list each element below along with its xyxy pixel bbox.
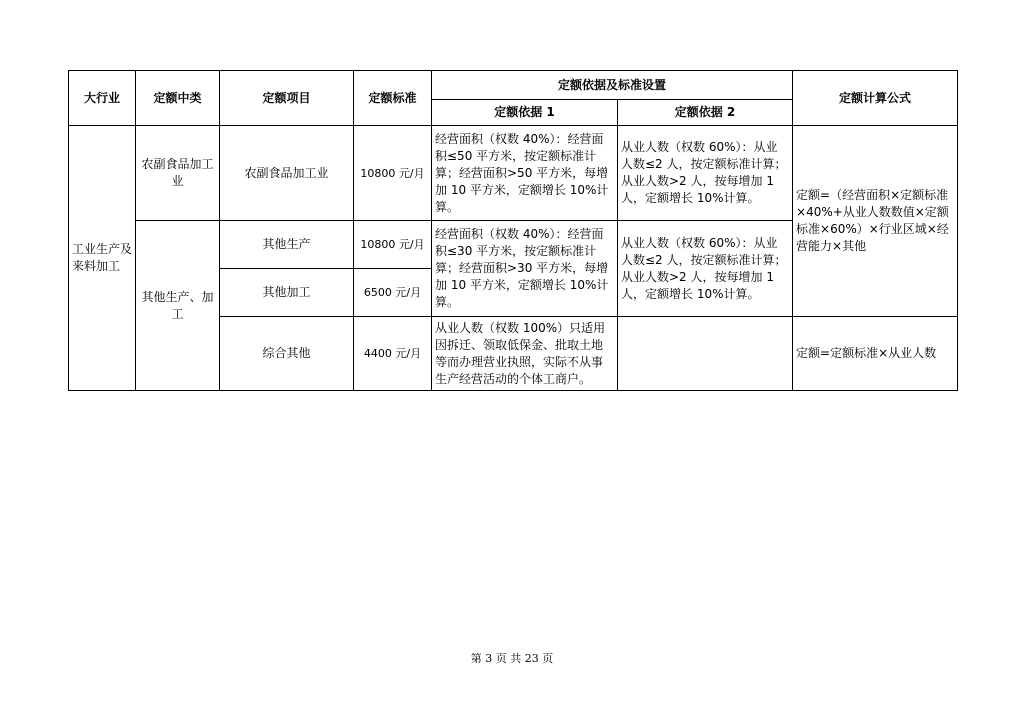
header-item: 定额项目 <box>220 71 354 126</box>
quota-table <box>68 70 958 391</box>
header-formula: 定额计算公式 <box>793 71 958 126</box>
page-footer: 第 3 页 共 23 页 <box>470 652 554 665</box>
basis2-cell: 从业人数（权数 60%）：从业人数≤2 人，按定额标准计算；从业人数>2 人，按每增加 1 人，定额增长 10%计算。 <box>618 126 793 221</box>
formula-main-cell: 定额=（经营面积×定额标准×40%+从业人数数值×定额标准×60%）×行业区域×经营能力×其他 <box>793 126 958 317</box>
standard-cell: 10800 元/月 <box>354 126 432 221</box>
standard-cell: 10800 元/月 <box>354 221 432 269</box>
basis1-cell: 经营面积（权数 40%）：经营面积≤50 平方米，按定额标准计算；经营面积>50 平方米，每增加 10 平方米，定额增长 10%计算。 <box>432 126 618 221</box>
item-cell: 综合其他 <box>220 317 354 391</box>
industry-cell: 工业生产及来料加工 <box>69 126 136 391</box>
item-cell: 其他加工 <box>220 269 354 317</box>
category-food: 农副食品加工业 <box>136 126 220 221</box>
basis2-cell: 从业人数（权数 60%）：从业人数≤2 人，按定额标准计算；从业人数>2 人，按每增加 1 人，定额增长 10%计算。 <box>618 221 793 317</box>
header-standard: 定额标准 <box>354 71 432 126</box>
header-basis-group: 定额依据及标准设置 <box>432 71 793 100</box>
item-cell: 农副食品加工业 <box>220 126 354 221</box>
header-basis2: 定额依据 2 <box>618 100 793 126</box>
category-other: 其他生产、加工 <box>136 221 220 391</box>
header-basis1: 定额依据 1 <box>432 100 618 126</box>
standard-cell: 4400 元/月 <box>354 317 432 391</box>
basis2-cell <box>618 317 793 391</box>
formula-other-cell: 定额=定额标准×从业人数 <box>793 317 958 391</box>
header-category: 定额中类 <box>136 71 220 126</box>
header-industry: 大行业 <box>69 71 136 126</box>
basis1-cell: 从业人数（权数 100%）只适用因拆迁、领取低保金、批取土地等而办理营业执照，实际不从事生产经营活动的个体工商户。 <box>432 317 618 391</box>
basis1-cell: 经营面积（权数 40%）：经营面积≤30 平方米，按定额标准计算；经营面积>30 平方米，每增加 10 平方米，定额增长 10%计算。 <box>432 221 618 317</box>
item-cell: 其他生产 <box>220 221 354 269</box>
standard-cell: 6500 元/月 <box>354 269 432 317</box>
